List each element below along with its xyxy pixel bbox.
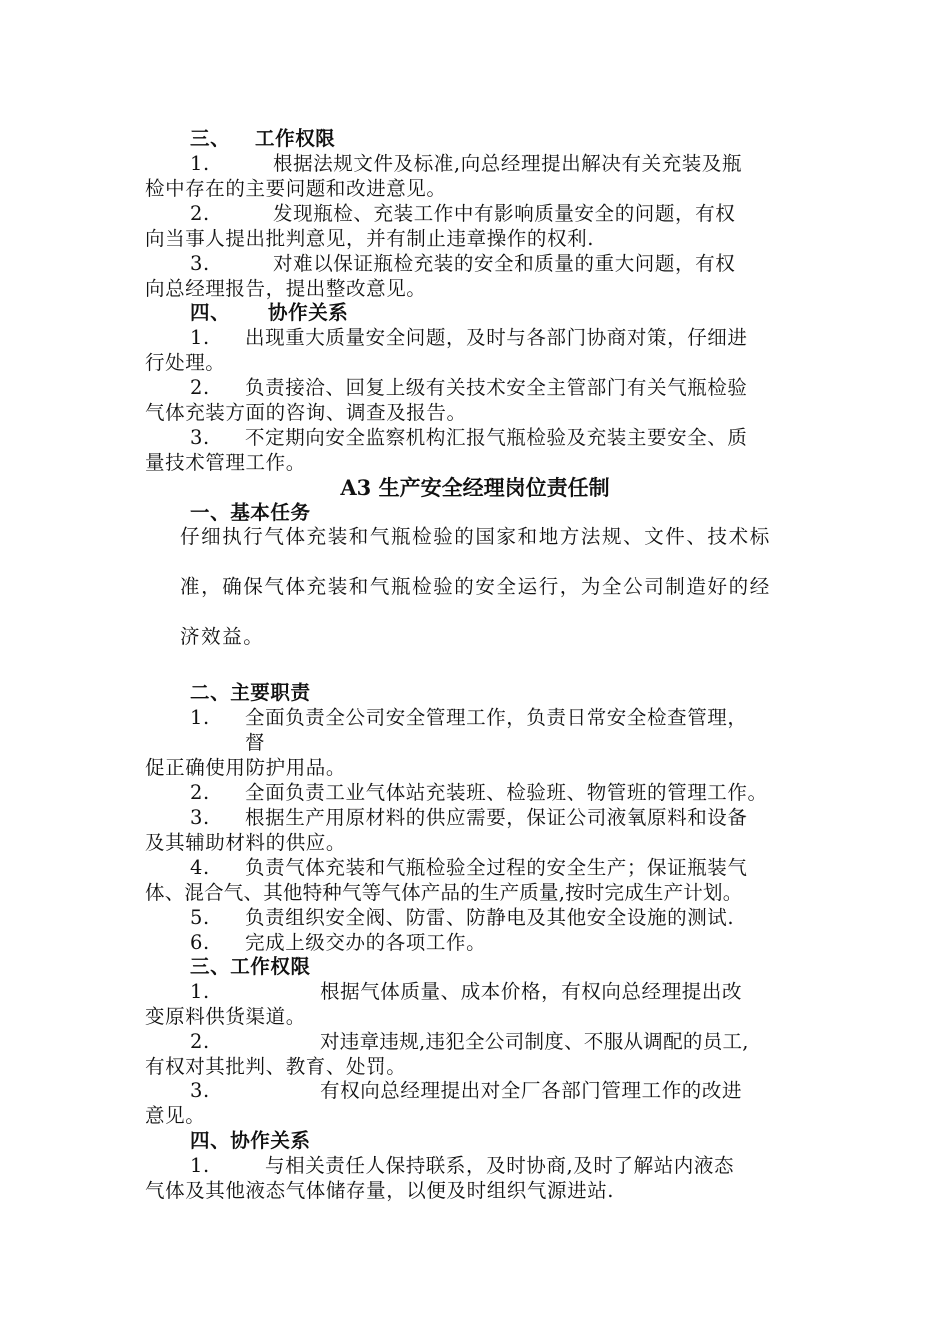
paragraph-line: 济效益。	[180, 625, 265, 648]
list-number: 2.	[190, 202, 210, 225]
list-number: 2.	[190, 376, 210, 399]
list-number: 5.	[190, 906, 210, 929]
section-heading-work-authority: 工作权限	[255, 127, 336, 150]
list-item: 出现重大质量安全问题，及时与各部门协商对策，仔细进	[245, 326, 748, 349]
list-item: 督	[245, 731, 266, 754]
list-item: 不定期向安全监察机构汇报气瓶检验及充装主要安全、质	[245, 426, 748, 449]
list-number: 3.	[190, 1079, 210, 1102]
list-item: 向总经理报告，提出整改意见。	[145, 277, 427, 300]
paragraph-line: 准，确保气体充装和气瓶检验的安全运行，为全公司制造好的经	[180, 575, 771, 598]
list-item: 负责气体充装和气瓶检验全过程的安全生产；保证瓶装气	[245, 856, 748, 879]
list-item: 对违章违规,违犯全公司制度、不服从调配的员工,	[320, 1030, 749, 1053]
list-number: 1.	[190, 326, 210, 349]
document-title: A3 生产安全经理岗位责任制	[340, 475, 610, 500]
list-item: 意见。	[145, 1104, 206, 1127]
list-item: 行处理。	[145, 351, 226, 374]
list-number: 1.	[190, 980, 210, 1003]
paragraph-line: 仔细执行气体充装和气瓶检验的国家和地方法规、文件、技术标	[180, 525, 771, 548]
list-item: 根据气体质量、成本价格，有权向总经理提出改	[320, 980, 743, 1003]
list-item: 全面负责全公司安全管理工作，负责日常安全检查管理，	[245, 706, 748, 729]
list-item: 气体充装方面的咨询、调查及报告。	[145, 401, 467, 424]
list-item: 有权向总经理提出对全厂各部门管理工作的改进	[320, 1079, 743, 1102]
list-item: 量技术管理工作。	[145, 451, 306, 474]
list-item: 负责组织安全阀、防雷、防静电及其他安全设施的测试.	[245, 906, 735, 929]
list-number: 4.	[190, 856, 210, 879]
list-item: 体、混合气、其他特种气等气体产品的生产质量,按时完成生产计划。	[145, 881, 743, 904]
list-number: 2.	[190, 781, 210, 804]
list-number: 6.	[190, 931, 210, 954]
list-item: 完成上级交办的各项工作。	[245, 931, 487, 954]
section-heading-cooperation: 协作关系	[268, 301, 349, 324]
list-item: 及其辅助材料的供应。	[145, 831, 347, 854]
list-number: 3.	[190, 252, 210, 275]
section-heading-number: 三、	[190, 127, 231, 150]
section-heading-number: 四、	[190, 301, 231, 324]
list-number: 1.	[190, 1154, 210, 1177]
list-item: 负责接洽、回复上级有关技术安全主管部门有关气瓶检验	[245, 376, 748, 399]
list-item: 对难以保证瓶检充装的安全和质量的重大问题，有权	[273, 252, 736, 275]
list-number: 3.	[190, 806, 210, 829]
list-item: 有权对其批判、教育、处罚。	[145, 1055, 407, 1078]
list-item: 气体及其他液态气体储存量，以便及时组织气源进站.	[145, 1179, 615, 1202]
list-item: 根据法规文件及标准,向总经理提出解决有关充装及瓶	[273, 152, 743, 175]
list-item: 与相关责任人保持联系，及时协商,及时了解站内液态	[265, 1154, 735, 1177]
list-number: 1.	[190, 152, 210, 175]
list-item: 促正确使用防护用品。	[145, 756, 347, 779]
section-heading-work-authority: 三、工作权限	[190, 955, 311, 978]
section-heading-cooperation: 四、协作关系	[190, 1129, 311, 1152]
list-item: 向当事人提出批判意见，并有制止违章操作的权利.	[145, 227, 594, 250]
list-item: 发现瓶检、充装工作中有影响质量安全的问题，有权	[273, 202, 736, 225]
list-number: 3.	[190, 426, 210, 449]
list-number: 2.	[190, 1030, 210, 1053]
list-item: 全面负责工业气体站充装班、检验班、物管班的管理工作。	[245, 781, 768, 804]
list-item: 变原料供货渠道。	[145, 1005, 306, 1028]
list-item: 根据生产用原材料的供应需要，保证公司液氧原料和设备	[245, 806, 748, 829]
section-heading-main-duties: 二、主要职责	[190, 681, 311, 704]
list-number: 1.	[190, 706, 210, 729]
section-heading-basic-task: 一、基本任务	[190, 501, 311, 524]
list-item: 检中存在的主要问题和改进意见。	[145, 177, 447, 200]
